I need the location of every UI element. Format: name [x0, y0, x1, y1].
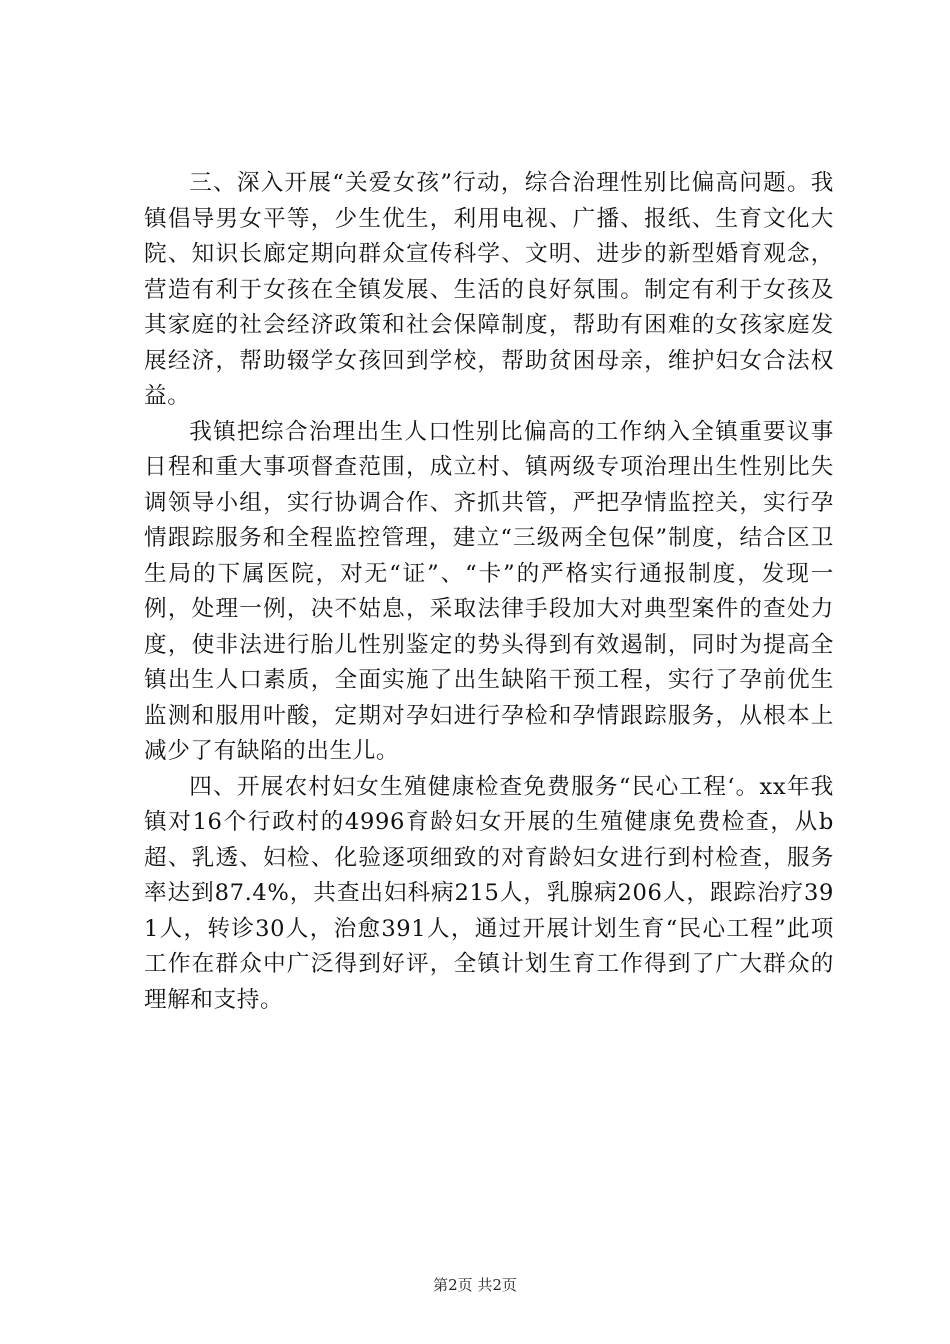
paragraph-sex-ratio-governance: 我镇把综合治理出生人口性别比偏高的工作纳入全镇重要议事日程和重大事项督查范围，成立村、镇两级专项治理出生性别比失调领导小组，实行协调合作、齐抓共管，严把孕情监控关，实行孕情跟踪服务和全程监控管理，建立“三级两全包保”制度，结合区卫生局的下属医院，对无“证”、“卡”的严格实行通报制度，发现一例，处理一例，决不姑息，采取法律手段加大对典型案件的查处力度，使非法进行胎儿性别鉴定的势头得到有效遏制，同时为提高全镇出生人口素质，全面实施了出生缺陷干预工程，实行了孕前优生监测和服用叶酸，定期对孕妇进行孕检和孕情跟踪服务，从根本上减少了有缺陷的出生儿。 — [144, 418, 834, 764]
document-body — [144, 166, 834, 1018]
paragraph-reproductive-health-checkup: 四、开展农村妇女生殖健康检查免费服务“民心工程‘。xx年我镇对16个行政村的4996育龄妇女开展的生殖健康免费检查，从b超、乳透、妇检、化验逐项细致的对育龄妇女进行到村检查，服务率达到87.4%，共查出妇科病215人，乳腺病206人，跟踪治疗391人，转诊30人，治愈391人，通过开展计划生育“民心工程”此项工作在群众中广泛得到好评，全镇计划生育工作得到了广大群众的理解和支持。 — [144, 773, 834, 1013]
paragraph-care-for-girls: 三、深入开展“关爱女孩”行动，综合治理性别比偏高问题。我镇倡导男女平等，少生优生，利用电视、广播、报纸、生育文化大院、知识长廊定期向群众宣传科学、文明、进步的新型婚育观念，营造有利于女孩在全镇发展、生活的良好氛围。制定有利于女孩及其家庭的社会经济政策和社会保障制度，帮助有困难的女孩家庭发展经济，帮助辍学女孩回到学校，帮助贫困母亲，维护妇女合法权益。 — [144, 170, 834, 409]
page-footer: 第2页 共2页 — [433, 1276, 517, 1294]
